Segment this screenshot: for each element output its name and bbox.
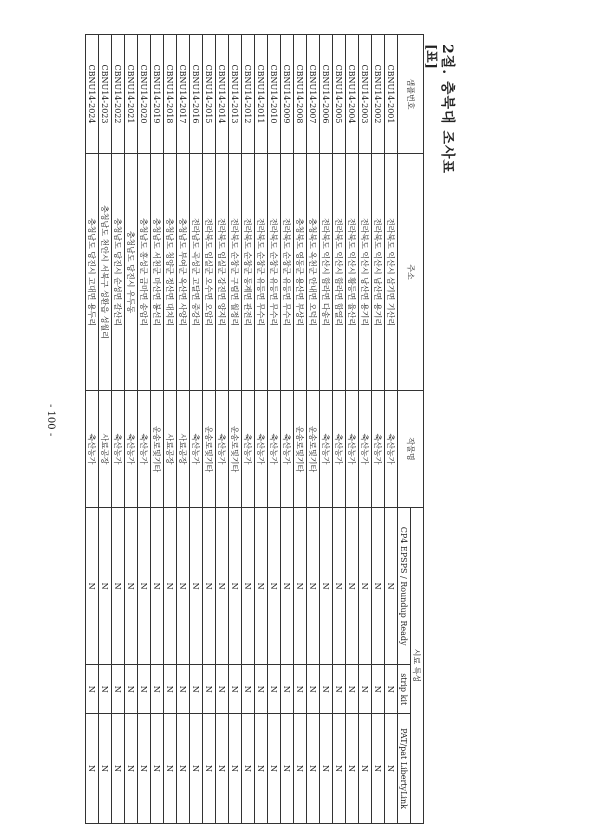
crop-cell: 축산농가 [138,391,151,508]
sample-id-cell: CBNU14-2013 [229,35,242,154]
epsps-cell: N [177,508,190,665]
sample-id-cell: CBNU14-2006 [320,35,333,154]
crop-cell: 운송로및기타 [203,391,216,508]
pat-cell: N [112,714,125,824]
table-body [86,35,398,824]
table-row [333,35,346,824]
sample-id-cell: CBNU14-2023 [99,35,112,154]
table-row [190,35,203,824]
address-cell: 충청남도 당진시 순성면 갈산리 [112,154,125,391]
sample-id-cell: CBNU14-2012 [242,35,255,154]
page-number: - 100 - [45,404,56,437]
table-row [268,35,281,824]
address-cell: 충청남도 천안시 서북구 성환읍 성월리 [99,154,112,391]
address-cell: 전라북도 순창군 동계면 관전리 [242,154,255,391]
address-cell: 충청남도 부여군 옥산면 사양리 [177,154,190,391]
epsps-cell: N [216,508,229,665]
strip-kit-cell: N [164,665,177,714]
strip-kit-cell: N [190,665,203,714]
strip-kit-cell: N [138,665,151,714]
crop-cell: 축산농가 [125,391,138,508]
address-cell: 전라북도 순창군 유등면 무수리 [281,154,294,391]
strip-kit-cell: N [112,665,125,714]
table-row [138,35,151,824]
pat-cell: N [294,714,307,824]
crop-cell: 운송로및기타 [294,391,307,508]
epsps-cell: N [372,508,385,665]
strip-kit-cell: N [99,665,112,714]
table-row [112,35,125,824]
address-cell: 충청남도 홍성군 금마면 송암리 [138,154,151,391]
address-cell: 전라북도 익산시 함라면 함열리 [333,154,346,391]
epsps-cell: N [229,508,242,665]
address-cell: 충청남도 청양군 정산면 대치리 [164,154,177,391]
crop-cell: 운송로및기타 [307,391,320,508]
crop-cell: 축산농가 [86,391,99,508]
strip-kit-cell: N [151,665,164,714]
epsps-cell: N [307,508,320,665]
table-row [177,35,190,824]
strip-kit-cell: N [385,665,398,714]
sample-id-cell: CBNU14-2003 [359,35,372,154]
sample-id-cell: CBNU14-2014 [216,35,229,154]
epsps-cell: N [333,508,346,665]
table-row [216,35,229,824]
sample-id-cell: CBNU14-2004 [346,35,359,154]
survey-table [85,34,424,824]
epsps-cell: N [255,508,268,665]
epsps-cell: N [281,508,294,665]
table-row [99,35,112,824]
strip-kit-cell: N [346,665,359,714]
pat-cell: N [229,714,242,824]
table-row [125,35,138,824]
crop-cell: 축산농가 [281,391,294,508]
sample-id-cell: CBNU14-2005 [333,35,346,154]
table-row [385,35,398,824]
sample-id-cell: CBNU14-2008 [294,35,307,154]
crop-cell: 축산농가 [112,391,125,508]
address-cell: 전라북도 익산시 낭산면 용기리 [359,154,372,391]
crop-cell: 축산농가 [333,391,346,508]
pat-cell: N [268,714,281,824]
crop-cell: 사료공장 [177,391,190,508]
sample-id-cell: CBNU14-2022 [112,35,125,154]
sample-id-cell: CBNU14-2009 [281,35,294,154]
crop-cell: 축산농가 [372,391,385,508]
sample-id-cell: CBNU14-2007 [307,35,320,154]
strip-kit-cell: N [268,665,281,714]
pat-cell: N [359,714,372,824]
address-cell: 전라북도 순창군 구림면 월정리 [229,154,242,391]
strip-kit-cell: N [307,665,320,714]
strip-kit-cell: N [125,665,138,714]
sample-id-cell: CBNU14-2015 [203,35,216,154]
table-row [164,35,177,824]
pat-cell: N [138,714,151,824]
crop-cell: 사료공장 [164,391,177,508]
table-row [346,35,359,824]
address-cell: 전라북도 익산시 함라면 다송리 [320,154,333,391]
pat-cell: N [320,714,333,824]
table-row [372,35,385,824]
table-row [229,35,242,824]
header-sample-no: 샘플번호 [398,35,424,154]
pat-cell: N [99,714,112,824]
strip-kit-cell: N [359,665,372,714]
crop-cell: 사료공장 [99,391,112,508]
table-row [320,35,333,824]
table-row [151,35,164,824]
epsps-cell: N [125,508,138,665]
address-cell: 전라북도 익산시 황등면 율산리 [346,154,359,391]
address-cell: 충청북도 영동군 용산면 부상리 [294,154,307,391]
sample-id-cell: CBNU14-2016 [190,35,203,154]
sample-id-cell: CBNU14-2002 [372,35,385,154]
pat-cell: N [177,714,190,824]
epsps-cell: N [359,508,372,665]
table-row [86,35,99,824]
sample-id-cell: CBNU14-2021 [125,35,138,154]
epsps-cell: N [190,508,203,665]
pat-cell: N [255,714,268,824]
sample-id-cell: CBNU14-2019 [151,35,164,154]
header-col3: PAT/pat LibertyLink [398,714,411,824]
epsps-cell: N [346,508,359,665]
address-cell: 전라북도 임실군 오수면 오암리 [203,154,216,391]
address-cell: 전라북도 임실군 강진면 양지리 [216,154,229,391]
sample-id-cell: CBNU14-2024 [86,35,99,154]
table-row [294,35,307,824]
epsps-cell: N [151,508,164,665]
pat-cell: N [333,714,346,824]
epsps-cell: N [242,508,255,665]
sample-id-cell: CBNU14-2017 [177,35,190,154]
epsps-cell: N [294,508,307,665]
header-crop: 작물명 [398,391,424,508]
crop-cell: 축산농가 [359,391,372,508]
pat-cell: N [125,714,138,824]
address-cell: 충청남도 당진시 우두동 [125,154,138,391]
pat-cell: N [242,714,255,824]
strip-kit-cell: N [86,665,99,714]
epsps-cell: N [203,508,216,665]
strip-kit-cell: N [203,665,216,714]
address-cell: 전라북도 익산시 남산면 용기리 [372,154,385,391]
pat-cell: N [151,714,164,824]
epsps-cell: N [268,508,281,665]
section-title: 2절. 충북대 조사표 [439,44,455,175]
strip-kit-cell: N [255,665,268,714]
crop-cell: 운송로및기타 [229,391,242,508]
address-cell: 전라남도 곡성군 고달면 중강리 [190,154,203,391]
strip-kit-cell: N [216,665,229,714]
sample-id-cell: CBNU14-2020 [138,35,151,154]
pat-cell: N [203,714,216,824]
strip-kit-cell: N [294,665,307,714]
pat-cell: N [307,714,320,824]
pat-cell: N [164,714,177,824]
table-row [307,35,320,824]
table-row [359,35,372,824]
table-row [242,35,255,824]
epsps-cell: N [320,508,333,665]
header-group: 시료 특성 [411,508,424,824]
sample-id-cell: CBNU14-2010 [268,35,281,154]
pat-cell: N [346,714,359,824]
crop-cell: 축산농가 [268,391,281,508]
crop-cell: 축산농가 [255,391,268,508]
strip-kit-cell: N [333,665,346,714]
address-cell: 전라북도 순창군 유등면 무수리 [255,154,268,391]
pat-cell: N [372,714,385,824]
epsps-cell: N [164,508,177,665]
pat-cell: N [281,714,294,824]
sample-id-cell: CBNU14-2018 [164,35,177,154]
crop-cell: 축산농가 [320,391,333,508]
sample-id-cell: CBNU14-2001 [385,35,398,154]
header-col1: CP4 EPSPS / Roundup Ready [398,508,411,665]
strip-kit-cell: N [242,665,255,714]
table-row [255,35,268,824]
sample-id-cell: CBNU14-2011 [255,35,268,154]
strip-kit-cell: N [177,665,190,714]
rotated-page [84,34,464,824]
epsps-cell: N [99,508,112,665]
address-cell: 전라북도 익산시 삼기면 기산리 [385,154,398,391]
pat-cell: N [86,714,99,824]
pat-cell: N [190,714,203,824]
crop-cell: 운송로및기타 [151,391,164,508]
epsps-cell: N [112,508,125,665]
header-address: 주소 [398,154,424,391]
epsps-cell: N [385,508,398,665]
crop-cell: 축산농가 [242,391,255,508]
table-row [281,35,294,824]
strip-kit-cell: N [229,665,242,714]
crop-cell: 축산농가 [190,391,203,508]
crop-cell: 축산농가 [216,391,229,508]
strip-kit-cell: N [320,665,333,714]
address-cell: 전라북도 순창군 유등면 무수리 [268,154,281,391]
strip-kit-cell: N [372,665,385,714]
address-cell: 충청남도 서천군 마산면 봉선리 [151,154,164,391]
pat-cell: N [216,714,229,824]
epsps-cell: N [138,508,151,665]
address-cell: 충청남도 당진시 고대면 용두리 [86,154,99,391]
header-col2: strip kit [398,665,411,714]
continued-label: [표] [423,44,438,69]
crop-cell: 축산농가 [346,391,359,508]
address-cell: 충청북도 옥천군 안내면 오덕리 [307,154,320,391]
table-row [203,35,216,824]
strip-kit-cell: N [281,665,294,714]
epsps-cell: N [86,508,99,665]
pat-cell: N [385,714,398,824]
crop-cell: 축산농가 [385,391,398,508]
